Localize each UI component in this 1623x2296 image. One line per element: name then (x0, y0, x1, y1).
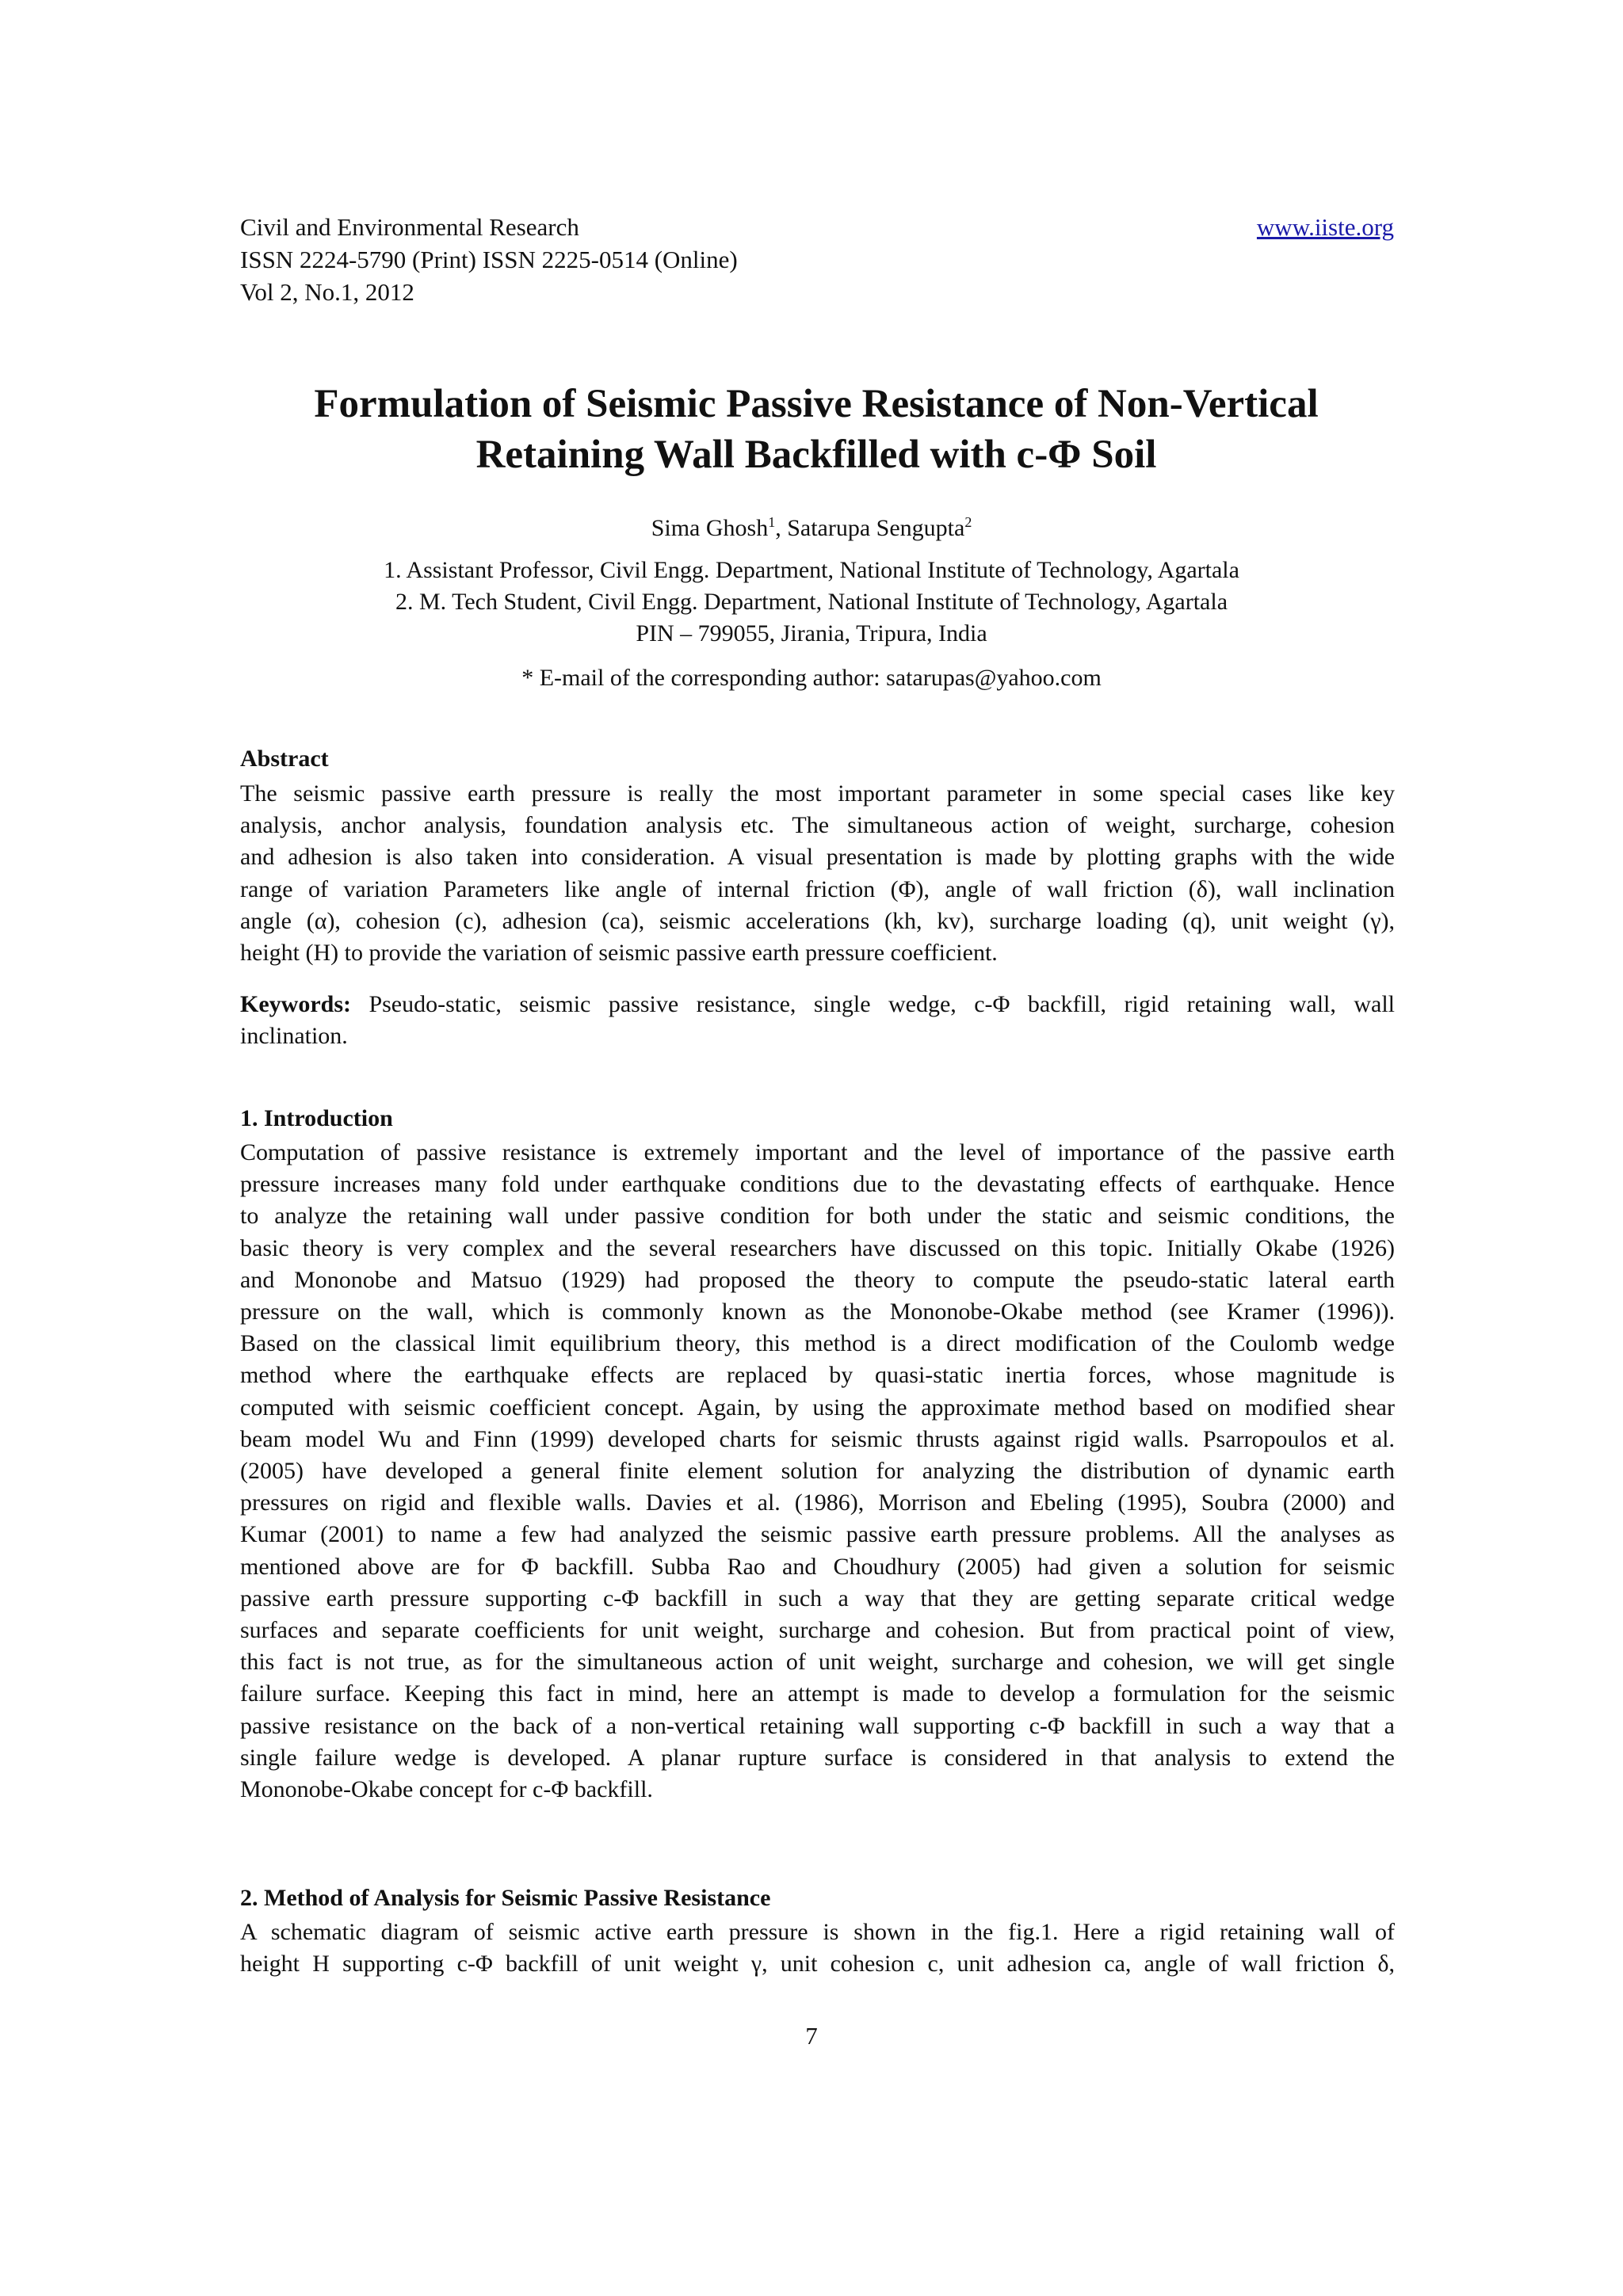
affiliation-number: 1. (384, 557, 402, 583)
method-line-2: height H supporting c-Φ backfill of unit weight γ, unit cohesion c, unit adhesion ca, angle of wall friction δ, (240, 1951, 1395, 1978)
authors (0, 507, 1623, 543)
introduction-heading: 1. Introduction (240, 1105, 393, 1131)
affiliation-text: Assistant Professor, Civil Engg. Department, National Institute of Technology, Agartala (406, 557, 1239, 583)
method-heading: 2. Method of Analysis for Seismic Passive Resistance (240, 1885, 771, 1911)
journal-header (240, 211, 738, 308)
abstract-heading: Abstract (240, 746, 329, 772)
introduction-line: single failure wedge is developed. A planar rupture surface is considered in that analysis to extend the (240, 1744, 1395, 1771)
introduction-line: basic theory is very complex and the several researchers have discussed on this topic. Initially Okabe (1926) (240, 1234, 1395, 1261)
affiliation-number: 2. (395, 589, 414, 615)
paper-title (230, 379, 1403, 480)
introduction-line: computed with seismic coefficient concept. Again, by using the approximate method based on modified shear (240, 1394, 1395, 1421)
keywords (240, 989, 1395, 1052)
introduction-line: passive resistance on the back of a non-vertical retaining wall supporting c-Φ backfill in such a way that a (240, 1712, 1395, 1739)
abstract-line: angle (α), cohesion (c), adhesion (ca), seismic accelerations (kh, kv), surcharge loading (q), unit weight (γ), (240, 907, 1395, 934)
author-separator: , (775, 515, 788, 541)
abstract-line: and adhesion is also taken into consideration. A visual presentation is made by plotting graphs with the wide (240, 844, 1395, 871)
introduction-line: Computation of passive resistance is extremely important and the level of importance of the passive earth (240, 1139, 1395, 1165)
introduction-line: Kumar (2001) to name a few had analyzed the seismic passive earth pressure problems. All the analyses as (240, 1521, 1395, 1548)
abstract-line: The seismic passive earth pressure is really the most important parameter in some special cases like key (240, 780, 1395, 807)
introduction-line: pressure on the wall, which is commonly known as the Mononobe-Okabe method (see Kramer (1996)). (240, 1299, 1395, 1325)
author-1-affiliation-mark: 1 (768, 514, 776, 530)
introduction-line: this fact is not true, as for the simultaneous action of unit weight, surcharge and cohesion, we will get single (240, 1649, 1395, 1676)
abstract-body (240, 778, 1395, 969)
introduction-line: passive earth pressure supporting c-Φ backfill in such a way that they are getting separate critical wedge (240, 1585, 1395, 1611)
affiliation-text: M. Tech Student, Civil Engg. Department, National Institute of Technology, Agartala (418, 589, 1228, 615)
introduction-line: Based on the classical limit equilibrium theory, this method is a direct modification of the Coulomb wedge (240, 1330, 1395, 1357)
method-line-1: A schematic diagram of seismic active earth pressure is shown in the fig.1. Here a rigid retaining wall of (240, 1919, 1395, 1945)
journal-website-link[interactable]: www.iiste.org (1256, 213, 1394, 241)
introduction-line: mentioned above are for Φ backfill. Subba Rao and Choudhury (2005) had given a solution for seismic (240, 1553, 1395, 1580)
keywords-text: Pseudo-static, seismic passive resistance, single wedge, c-Φ backfill, rigid retaining wall, wall (350, 991, 1395, 1017)
introduction-line: surfaces and separate coefficients for unit weight, surcharge and cohesion. But from practical point of view, (240, 1617, 1395, 1644)
keywords-line-2: inclination. (240, 1023, 348, 1050)
journal-name: Civil and Environmental Research (240, 213, 579, 241)
method-body (240, 1917, 1395, 1980)
journal-volume: Vol 2, No.1, 2012 (240, 278, 414, 306)
affiliation-1 (0, 555, 1623, 586)
introduction-line: pressures on rigid and flexible walls. Davies et al. (1986), Morrison and Ebeling (1995), Soubra (2000) and (240, 1489, 1395, 1516)
title-line-2: Retaining Wall Backfilled with c-Φ Soil (475, 433, 1157, 477)
abstract-line: height (H) to provide the variation of seismic passive earth pressure coefficient. (240, 940, 998, 967)
introduction-line: and Mononobe and Matsuo (1929) had proposed the theory to compute the pseudo-static lateral earth (240, 1266, 1395, 1293)
author-2-affiliation-mark: 2 (964, 514, 972, 530)
affiliation-pin: PIN – 799055, Jirania, Tripura, India (636, 620, 987, 646)
abstract-line: range of variation Parameters like angle of internal friction (Φ), angle of wall friction (δ), wall inclination (240, 875, 1395, 902)
author-2: Satarupa Sengupta (787, 515, 965, 541)
corresponding-email: * E-mail of the corresponding author: satarupas@yahoo.com (521, 665, 1102, 691)
introduction-line: Mononobe-Okabe concept for c-Φ backfill. (240, 1776, 653, 1803)
keywords-line-1 (240, 989, 1395, 1020)
author-1: Sima Ghosh (651, 515, 769, 541)
introduction-line: failure surface. Keeping this fact in mind, here an attempt is made to develop a formulation for the seismic (240, 1680, 1395, 1707)
keywords-label: Keywords: (240, 991, 351, 1017)
introduction-line: beam model Wu and Finn (1999) developed charts for seismic thrusts against rigid walls. Psarropoulos et al. (240, 1425, 1395, 1452)
journal-issn: ISSN 2224-5790 (Print) ISSN 2225-0514 (Online) (240, 246, 738, 273)
introduction-line: method where the earthquake effects are replaced by quasi-static inertia forces, whose magnitude is (240, 1362, 1395, 1389)
introduction-line: pressure increases many fold under earthquake conditions due to the devastating effects of earthquake. Hence (240, 1171, 1395, 1198)
affiliation-2 (0, 586, 1623, 618)
title-line-1: Formulation of Seismic Passive Resistance of Non-Vertical (314, 382, 1319, 426)
page-number: 7 (805, 2022, 818, 2050)
introduction-line: to analyze the retaining wall under passive condition for both under the static and seismic conditions, the (240, 1203, 1395, 1230)
introduction-body (240, 1137, 1395, 1806)
abstract-line: analysis, anchor analysis, foundation analysis etc. The simultaneous action of weight, surcharge, cohesion (240, 812, 1395, 839)
introduction-line: (2005) have developed a general finite element solution for analyzing the distribution of dynamic earth (240, 1458, 1395, 1485)
